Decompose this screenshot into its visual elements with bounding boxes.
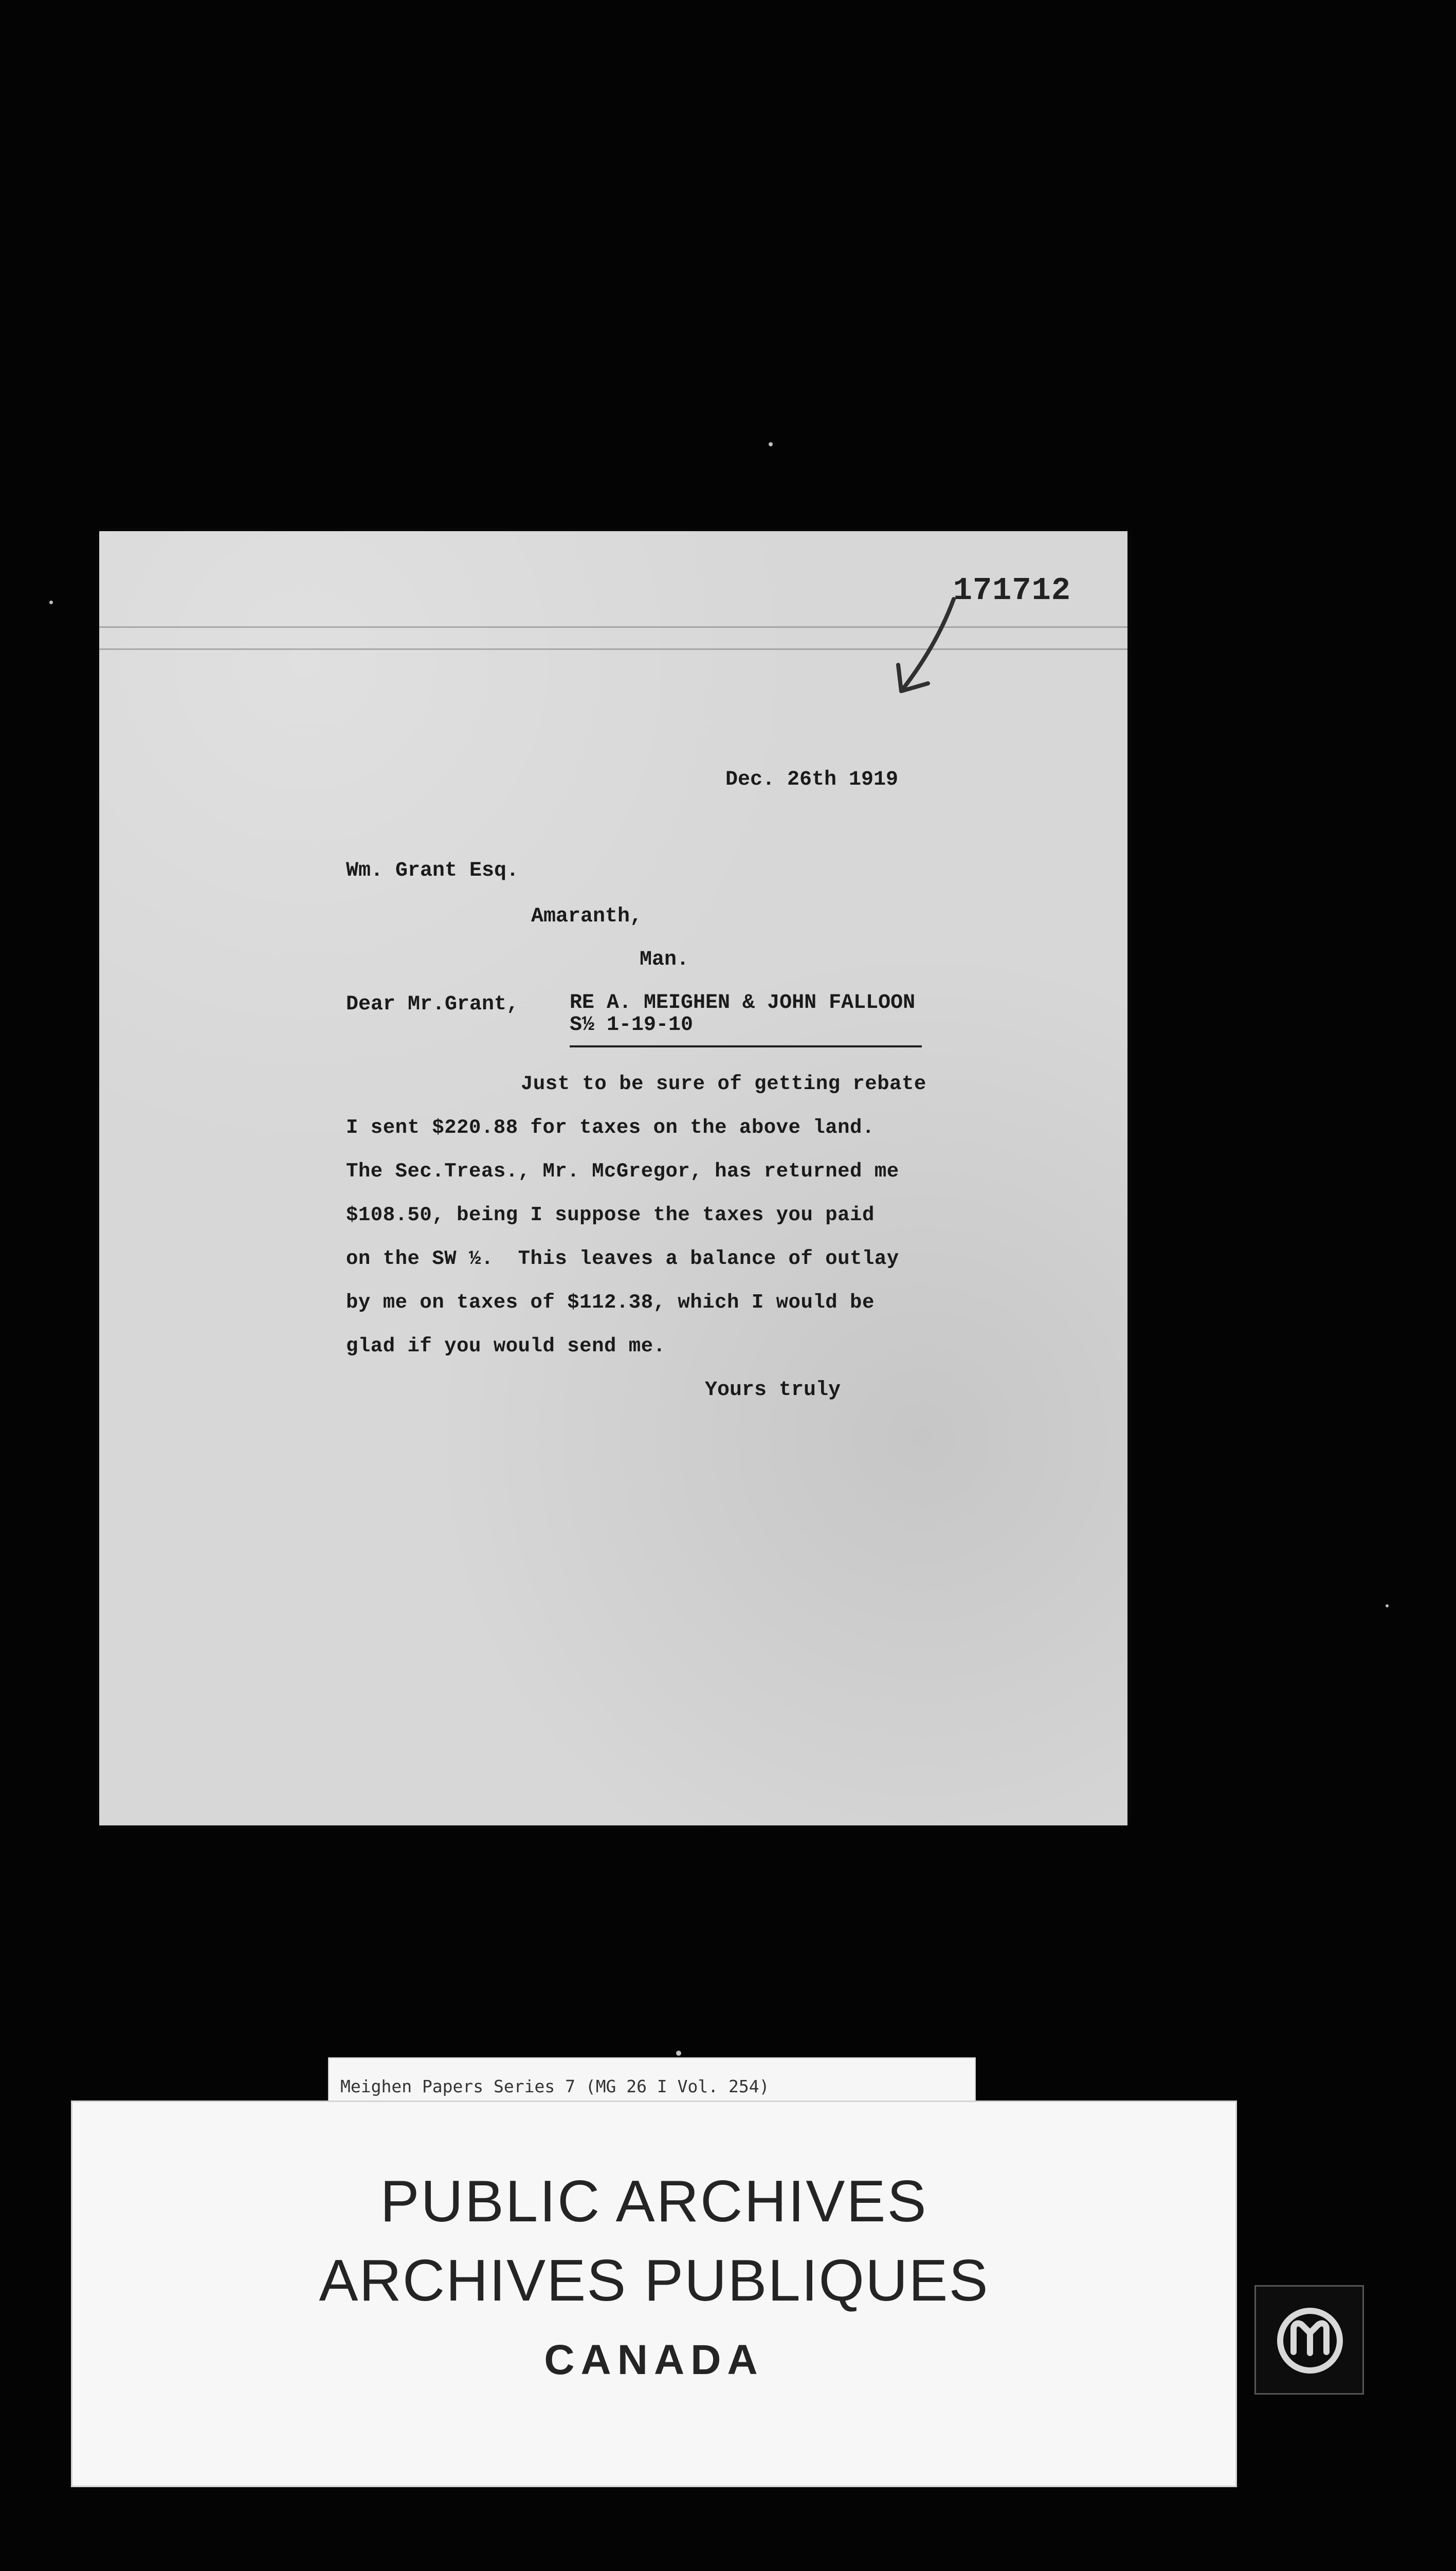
recipient-province: Man. bbox=[640, 948, 689, 971]
body-line: I sent $220.88 for taxes on the above land. bbox=[346, 1116, 875, 1139]
archive-country: CANADA bbox=[544, 2337, 764, 2383]
typed-letter bbox=[99, 531, 1127, 1825]
recipient-town: Amaranth, bbox=[531, 905, 643, 928]
film-speck bbox=[676, 2051, 681, 2056]
second-rule bbox=[99, 648, 1127, 650]
body-line: glad if you would send me. bbox=[346, 1335, 666, 1357]
series-text: Meighen Papers Series 7 (MG 26 I Vol. 254) bbox=[340, 2076, 770, 2096]
body-line: Just to be sure of getting rebate bbox=[521, 1073, 926, 1095]
archives-label-card bbox=[71, 2101, 1237, 2487]
film-speck bbox=[1386, 1604, 1389, 1607]
letter-closing: Yours truly bbox=[705, 1379, 841, 1402]
archive-seal-icon bbox=[1254, 2285, 1364, 2395]
document-number: 171712 bbox=[953, 572, 1071, 609]
recipient-name: Wm. Grant Esq. bbox=[346, 859, 519, 882]
subject-property: S½ 1-19-10 bbox=[570, 1013, 694, 1037]
archive-title-french: ARCHIVES PUBLIQUES bbox=[319, 2248, 989, 2313]
top-rule bbox=[99, 626, 1127, 628]
body-line: on the SW ½. This leaves a balance of outlay bbox=[346, 1247, 899, 1270]
subject-re: RE A. MEIGHEN & JOHN FALLOON bbox=[570, 991, 916, 1015]
salutation: Dear Mr.Grant, bbox=[346, 993, 519, 1016]
body-line: The Sec.Treas., Mr. McGregor, has returned me bbox=[346, 1160, 899, 1183]
check-mark-icon bbox=[886, 593, 973, 701]
letter-date: Dec. 26th 1919 bbox=[725, 768, 899, 791]
archive-title-english: PUBLIC ARCHIVES bbox=[380, 2169, 928, 2234]
film-speck bbox=[49, 601, 53, 604]
subject-underline bbox=[570, 1045, 922, 1047]
body-line: $108.50, being I suppose the taxes you paid bbox=[346, 1204, 875, 1226]
body-line: by me on taxes of $112.38, which I would be bbox=[346, 1291, 875, 1314]
film-speck bbox=[769, 442, 773, 446]
